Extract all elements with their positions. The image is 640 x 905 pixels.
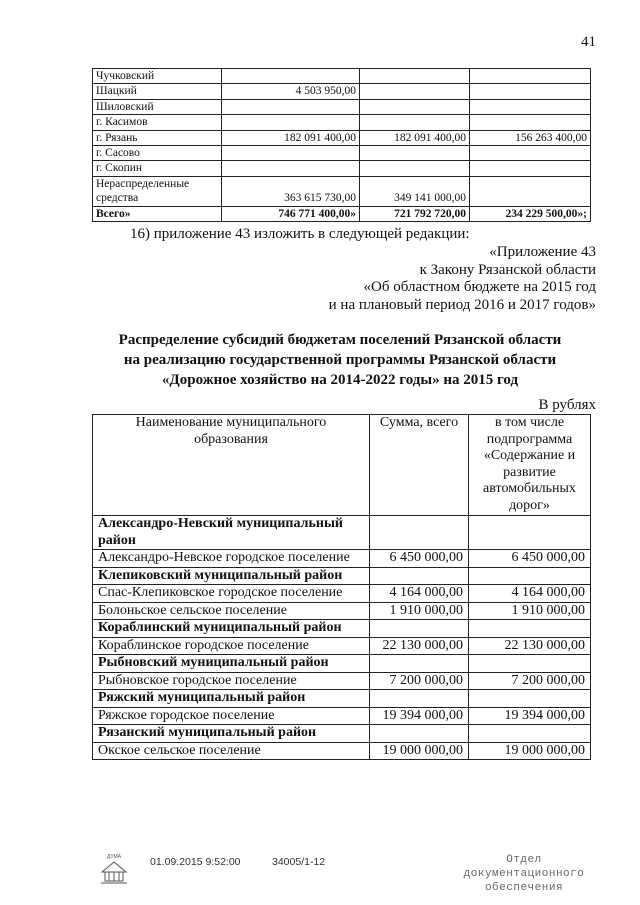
row-name-line: средства — [96, 192, 139, 205]
table-row — [93, 707, 591, 725]
row-name: Шацкий — [93, 84, 222, 99]
duma-logo-icon — [98, 852, 130, 888]
print-timestamp: 01.09.2015 9:52:00 — [150, 856, 241, 868]
cell: 363 615 730,00 — [222, 176, 360, 206]
table-row — [93, 176, 591, 206]
appendix-line: «Приложение 43 — [489, 244, 596, 260]
row-name: Окское сельское поселение — [93, 742, 370, 760]
row-name: Всего» — [93, 206, 222, 221]
district-row — [93, 690, 591, 708]
cell — [360, 69, 470, 84]
row-name: Кораблинское городское поселение — [93, 637, 370, 655]
cell: 182 091 400,00 — [360, 130, 470, 145]
cell — [470, 69, 591, 84]
department-line: обеспечения — [484, 882, 564, 894]
header-name: Наименование муниципального образования — [93, 415, 370, 516]
table-row — [93, 146, 591, 161]
cell-total — [370, 620, 469, 638]
row-name: г. Касимов — [93, 115, 222, 130]
table-row — [93, 84, 591, 99]
cell — [222, 115, 360, 130]
header-subprogram: в том числе подпрограмма «Содержание и развитие автомобильных дорог» — [469, 415, 591, 516]
table-row — [93, 69, 591, 84]
table-row — [93, 161, 591, 176]
cell-subprogram: 4 164 000,00 — [469, 585, 591, 603]
previous-table-fragment — [92, 68, 591, 222]
cell: 349 141 000,00 — [360, 176, 470, 206]
row-name: Шиловский — [93, 99, 222, 114]
table-row — [93, 672, 591, 690]
cell: 721 792 720,00 — [360, 206, 470, 221]
row-name: Рыбновский муниципальный район — [93, 655, 370, 673]
table-row — [93, 550, 591, 568]
cell-total — [370, 516, 469, 550]
cell-total: 1 910 000,00 — [370, 602, 469, 620]
appendix-line: и на плановый период 2016 и 2017 годов» — [328, 297, 596, 313]
cell — [470, 99, 591, 114]
cell-total — [370, 725, 469, 743]
units-label: В рублях — [538, 397, 596, 413]
cell — [470, 146, 591, 161]
header-total: Сумма, всего — [370, 415, 469, 516]
district-row — [93, 567, 591, 585]
row-name: Ряжское городское поселение — [93, 707, 370, 725]
cell — [222, 69, 360, 84]
row-name: Ряжский муниципальный район — [93, 690, 370, 708]
cell-total — [370, 690, 469, 708]
table-row — [93, 602, 591, 620]
cell-total: 22 130 000,00 — [370, 637, 469, 655]
row-name: Александро-Невское городское поселение — [93, 550, 370, 568]
row-name: Чучковский — [93, 69, 222, 84]
cell — [470, 84, 591, 99]
cell-subprogram — [469, 725, 591, 743]
cell — [222, 161, 360, 176]
cell — [360, 161, 470, 176]
district-row — [93, 516, 591, 550]
cell-subprogram: 1 910 000,00 — [469, 602, 591, 620]
cell-subprogram — [469, 567, 591, 585]
subsidy-table — [92, 414, 591, 760]
row-name: Спас-Клепиковское городское поселение — [93, 585, 370, 603]
row-name — [93, 176, 222, 206]
district-row — [93, 655, 591, 673]
row-name: Болоньское сельское поселение — [93, 602, 370, 620]
cell: 4 503 950,00 — [222, 84, 360, 99]
cell-total: 19 394 000,00 — [370, 707, 469, 725]
department-line: Отдел документационного — [463, 854, 585, 880]
district-row — [93, 620, 591, 638]
page-number: 41 — [581, 34, 596, 50]
table-row — [93, 742, 591, 760]
cell-subprogram: 19 394 000,00 — [469, 707, 591, 725]
cell-subprogram — [469, 690, 591, 708]
cell — [360, 84, 470, 99]
cell-total — [370, 655, 469, 673]
cell-total: 7 200 000,00 — [370, 672, 469, 690]
appendix-line: к Закону Рязанской области — [419, 262, 596, 278]
table-row — [93, 99, 591, 114]
row-name: Кораблинский муниципальный район — [93, 620, 370, 638]
cell: 156 263 400,00 — [470, 130, 591, 145]
cell-subprogram: 6 450 000,00 — [469, 550, 591, 568]
cell — [222, 99, 360, 114]
document-title — [60, 330, 620, 390]
cell: 746 771 400,00» — [222, 206, 360, 221]
cell — [470, 161, 591, 176]
cell-subprogram: 7 200 000,00 — [469, 672, 591, 690]
table-row — [93, 115, 591, 130]
cell — [222, 146, 360, 161]
cell-subprogram — [469, 620, 591, 638]
table-row — [93, 637, 591, 655]
appendix-line: «Об областном бюджете на 2015 год — [363, 279, 596, 295]
svg-text:ДУМА: ДУМА — [106, 854, 122, 860]
cell — [470, 176, 591, 206]
table-total-row — [93, 206, 591, 221]
row-name: Клепиковский муниципальный район — [93, 567, 370, 585]
cell — [470, 115, 591, 130]
cell-subprogram — [469, 655, 591, 673]
cell-total — [370, 567, 469, 585]
cell-subprogram — [469, 516, 591, 550]
row-name: Рыбновское городское поселение — [93, 672, 370, 690]
department-stamp — [444, 853, 604, 895]
cell-total: 6 450 000,00 — [370, 550, 469, 568]
cell: 182 091 400,00 — [222, 130, 360, 145]
document-code: 34005/1-12 — [272, 856, 326, 868]
table-header-row — [93, 415, 591, 516]
amendment-item-16: 16) приложение 43 изложить в следующей редакции: — [130, 226, 470, 242]
cell-subprogram: 22 130 000,00 — [469, 637, 591, 655]
row-name: г. Скопин — [93, 161, 222, 176]
cell — [360, 146, 470, 161]
cell-subprogram: 19 000 000,00 — [469, 742, 591, 760]
cell — [360, 99, 470, 114]
title-line: «Дорожное хозяйство на 2014-2022 годы» на 2015 год — [161, 372, 519, 388]
district-row — [93, 725, 591, 743]
title-line: на реализацию государственной программы Рязанской области — [123, 352, 557, 368]
cell: 234 229 500,00»; — [470, 206, 591, 221]
cell-total: 19 000 000,00 — [370, 742, 469, 760]
row-name-line: Нераспределенные — [96, 177, 190, 190]
row-name: Александро-Невский муниципальный район — [93, 516, 370, 550]
row-name: г. Сасово — [93, 146, 222, 161]
row-name: Рязанский муниципальный район — [93, 725, 370, 743]
table-row — [93, 130, 591, 145]
row-name: г. Рязань — [93, 130, 222, 145]
table-body — [93, 516, 591, 760]
table-row — [93, 585, 591, 603]
cell — [360, 115, 470, 130]
cell-total: 4 164 000,00 — [370, 585, 469, 603]
title-line: Распределение субсидий бюджетам поселений Рязанской области — [118, 332, 562, 348]
